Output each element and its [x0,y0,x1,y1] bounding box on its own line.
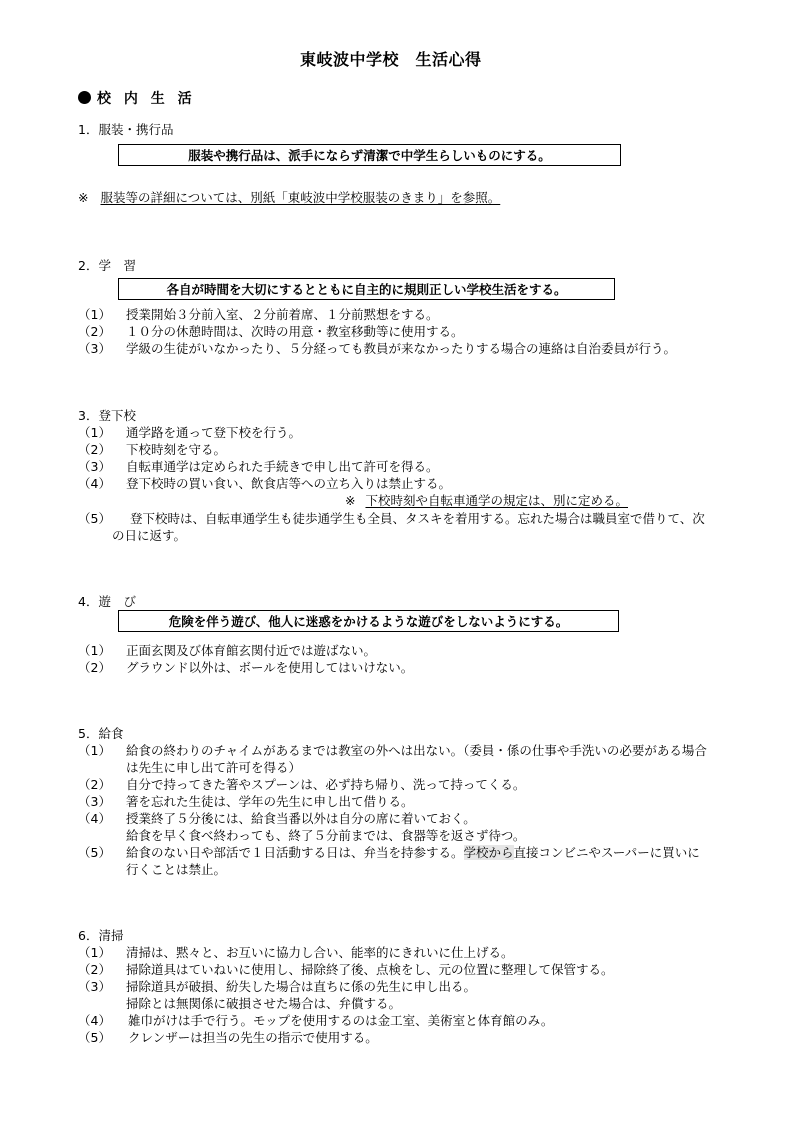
s2-item-text: １０分の休憩時間は、次時の用意・教室移動等に使用する。 [126,324,464,339]
s3-heading: 3．登下校 [78,408,136,423]
s2-item-num: （2） [78,324,111,339]
s2-item-text: 授業開始３分前入室、２分前着席、１分前黙想をする。 [126,307,439,322]
s6-item-text: 雑巾がけは手で行う。モップを使用するのは金工室、美術室と体育館のみ。 [128,1013,554,1028]
s5-item5-highlight: 学校から [463,845,514,860]
s6-item-text: 掃除道具はていねいに使用し、掃除終了後、点検をし、元の位置に整理して保管する。 [126,962,614,977]
s5-item-text: 給食の終わりのチャイムがあるまでは教室の外へは出ない。（委員・係の仕事や手洗いの必要がある場合 [126,743,707,758]
s3-item-text: 登下校時の買い食い、飲食店等への立ち入りは禁止する。 [126,476,452,491]
s3-item-text: 通学路を通って登下校を行う。 [126,425,302,440]
s3-item-num: （4） [78,476,111,491]
s2-item-num: （3） [78,341,111,356]
s3-item-text: 自転車通学は定められた手続きで申し出て許可を得る。 [126,459,439,474]
s3-item-text: 下校時刻を守る。 [126,442,227,457]
s6-item-num: （3） [78,979,111,994]
s4-item-num: （1） [78,643,111,658]
s2-item-text: 学級の生徒がいなかったり、５分経っても教員が来なかったりする場合の連絡は自治委員が行う。 [126,341,677,356]
page-title: 東岐波中学校 生活心得 [300,50,482,69]
s3-item-text-cont: の日に返す。 [112,528,187,543]
s1-rule-box: 服装や携行品は、派手にならず清潔で中学生らしいものにする。 [118,144,621,166]
s5-item-num: （3） [78,794,111,809]
s2-rule-box: 各自が時間を大切にするとともに自主的に規則正しい学校生活をする。 [118,278,615,300]
note-mark: ※ [78,190,89,205]
s3-item-num: （5） [78,511,111,526]
s6-heading: 6．清掃 [78,928,124,943]
s5-heading: 5．給食 [78,726,124,741]
s4-item-num: （2） [78,660,111,675]
s6-item-text: 清掃は、黙々と、お互いに協力し合い、能率的にきれいに仕上げる。 [126,945,514,960]
s4-item-text: グラウンド以外は、ボールを使用してはいけない。 [126,660,414,675]
s5-item5-post: 直接コンビニやスーパーに買いに [513,845,700,860]
s5-item-num: （4） [78,811,111,826]
s5-item-text: 箸を忘れた生徒は、学年の先生に申し出て借りる。 [126,794,414,809]
s5-item-text [126,845,700,861]
s6-item-text: クレンザーは担当の先生の指示で使用する。 [128,1030,378,1045]
s6-item-num: （2） [78,962,111,977]
section-heading-text: 校 内 生 活 [97,91,196,107]
s2-heading: 2．学 習 [78,258,136,273]
s4-item-text: 正面玄関及び体育館玄関付近では遊ばない。 [126,643,377,658]
s4-rule-box: 危険を伴う遊び、他人に迷惑をかけるような遊びをしないようにする。 [118,610,619,632]
s5-item-text-cont: は先生に申し出て許可を得る） [126,760,302,775]
section-heading [78,90,196,108]
s1-heading: 1．服装・携行品 [78,122,174,137]
s3-item-text: 登下校時は、自転車通学生も徒歩通学生も全員、タスキを着用する。忘れた場合は職員室で借りて、次 [130,511,705,526]
s6-item-num: （1） [78,945,111,960]
s4-heading: 4．遊 び [78,594,136,609]
s5-item5-pre: 給食のない日や部活で１日活動する日は、弁当を持参する。 [126,845,464,860]
s1-note [78,190,500,206]
s5-item-text-cont: 給食を早く食べ終わっても、終了５分前までは、食器等を返さず待つ。 [126,828,526,843]
note-mark: ※ [345,493,356,508]
s5-item-num: （2） [78,777,111,792]
s2-item-num: （1） [78,307,111,322]
s3-note-text: 下校時刻や自転車通学の規定は、別に定める。 [365,493,628,508]
s5-item-text: 自分で持ってきた箸やスプーンは、必ず持ち帰り、洗って持ってくる。 [126,777,526,792]
s5-item-num: （1） [78,743,111,758]
s3-item-num: （2） [78,442,111,457]
bullet-icon [78,91,91,104]
s5-item-text-cont: 行くことは禁止。 [126,862,227,877]
s3-item-num: （3） [78,459,111,474]
s5-item-num: （5） [78,845,111,860]
s6-item-num: （5） [78,1030,111,1045]
s1-note-text: 服装等の詳細については、別紙「東岐波中学校服装のきまり」を参照。 [100,190,501,205]
s3-item-num: （1） [78,425,111,440]
s6-item-num: （4） [78,1013,111,1028]
s5-item-text: 授業終了５分後には、給食当番以外は自分の席に着いておく。 [126,811,476,826]
s6-item-text: 掃除道具が破損、紛失した場合は直ちに係の先生に申し出る。 [126,979,477,994]
s3-note [345,493,628,509]
s6-item-text-cont: 掃除とは無関係に破損させた場合は、弁償する。 [126,996,402,1011]
